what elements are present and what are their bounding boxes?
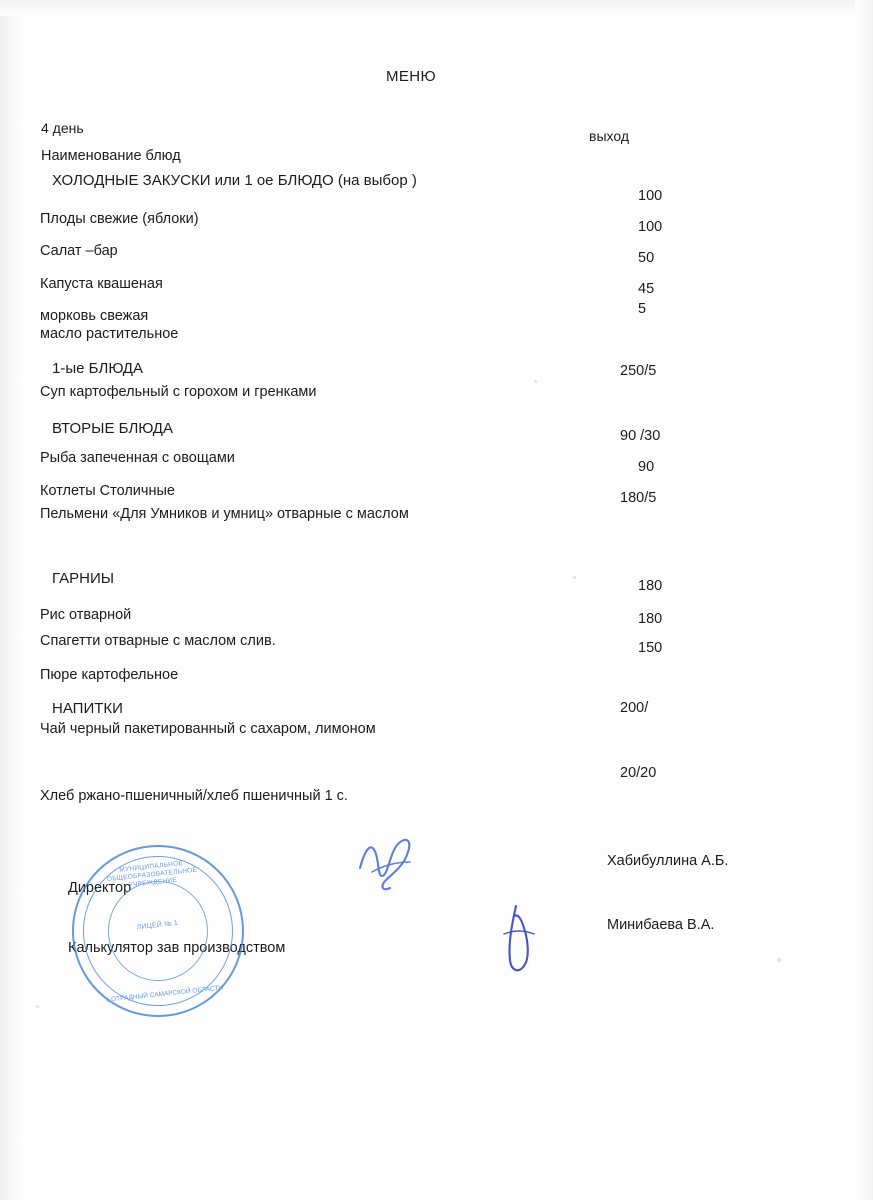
signature-role-calculator: Калькулятор зав производством	[68, 940, 286, 956]
handwritten-signature-calculator	[494, 900, 564, 986]
menu-item-label: Спагетти отварные с маслом слив.	[40, 633, 276, 649]
menu-item-output: 5	[638, 301, 647, 317]
menu-section-label: НАПИТКИ	[52, 700, 123, 717]
menu-item-output: 250/5	[620, 363, 657, 379]
menu-item-output: 45	[638, 281, 655, 297]
menu-item-output: 180/5	[620, 490, 657, 506]
page-title: МЕНЮ	[386, 68, 437, 85]
stamp-inner-text: ЛИЦЕЙ № 1	[136, 919, 179, 932]
menu-section-label: ХОЛОДНЫЕ ЗАКУСКИ или 1 ое БЛЮДО (на выбор )	[52, 172, 417, 189]
stamp-outer-text: МУНИЦИПАЛЬНОЕ ОБЩЕОБРАЗОВАТЕЛЬНОЕ УЧРЕЖДЕНИЕ	[106, 860, 198, 889]
scan-speck	[777, 958, 781, 962]
menu-item-output: 50	[638, 250, 655, 266]
menu-item-label: Суп картофельный с горохом и гренками	[40, 384, 317, 400]
menu-item-label: Пельмени «Для Умников и умниц» отварные с маслом	[40, 506, 409, 522]
menu-item-output: 100	[638, 219, 663, 235]
menu-item-output: 150	[638, 640, 663, 656]
menu-item-output: 200/	[620, 700, 649, 716]
signature-name-habibullina: Хабибуллина А.Б.	[607, 853, 729, 869]
output-column-header: выход	[589, 128, 629, 144]
menu-item-label: Салат –бар	[40, 243, 118, 259]
menu-item-label: масло растительное	[40, 326, 179, 342]
signature-role-director: Директор	[68, 880, 132, 896]
menu-item-output: 180	[638, 578, 663, 594]
menu-section-label: ВТОРЫЕ БЛЮДА	[52, 420, 173, 437]
menu-item-label: Капуста квашеная	[40, 276, 163, 292]
day-label: 4 день	[41, 120, 84, 136]
menu-item-label: Пюре картофельное	[40, 667, 179, 683]
menu-item-output: 90 /30	[620, 428, 661, 444]
menu-section-label: 1-ые БЛЮДА	[52, 360, 143, 377]
menu-item-output: 180	[638, 611, 663, 627]
stamp-bottom-text: г. ОТРАДНЫЙ САМАРСКОЙ ОБЛАСТИ	[105, 984, 224, 1004]
official-stamp	[63, 836, 252, 1025]
menu-item-label: Рис отварной	[40, 607, 132, 623]
menu-item-output: 100	[638, 188, 663, 204]
menu-item-output: 20/20	[620, 765, 657, 781]
menu-item-output: 90	[638, 459, 655, 475]
name-column-header: Наименование блюд	[41, 148, 181, 164]
menu-item-label: Хлеб ржано-пшеничный/хлеб пшеничный 1 с.	[40, 788, 348, 804]
scan-speck	[534, 380, 537, 383]
menu-item-label: Котлеты Столичные	[40, 483, 175, 499]
scan-speck	[36, 1005, 39, 1008]
handwritten-signature-director	[352, 832, 442, 902]
menu-item-label: Рыба запеченная с овощами	[40, 450, 235, 466]
menu-item-label: морковь свежая	[40, 308, 149, 324]
signature-name-minibaeva: Минибаева В.А.	[607, 917, 715, 933]
menu-item-label: Плоды свежие (яблоки)	[40, 211, 199, 227]
menu-item-label: Чай черный пакетированный с сахаром, лимоном	[40, 721, 376, 737]
menu-section-label: ГАРНИЫ	[52, 570, 115, 587]
scan-speck	[573, 576, 576, 579]
